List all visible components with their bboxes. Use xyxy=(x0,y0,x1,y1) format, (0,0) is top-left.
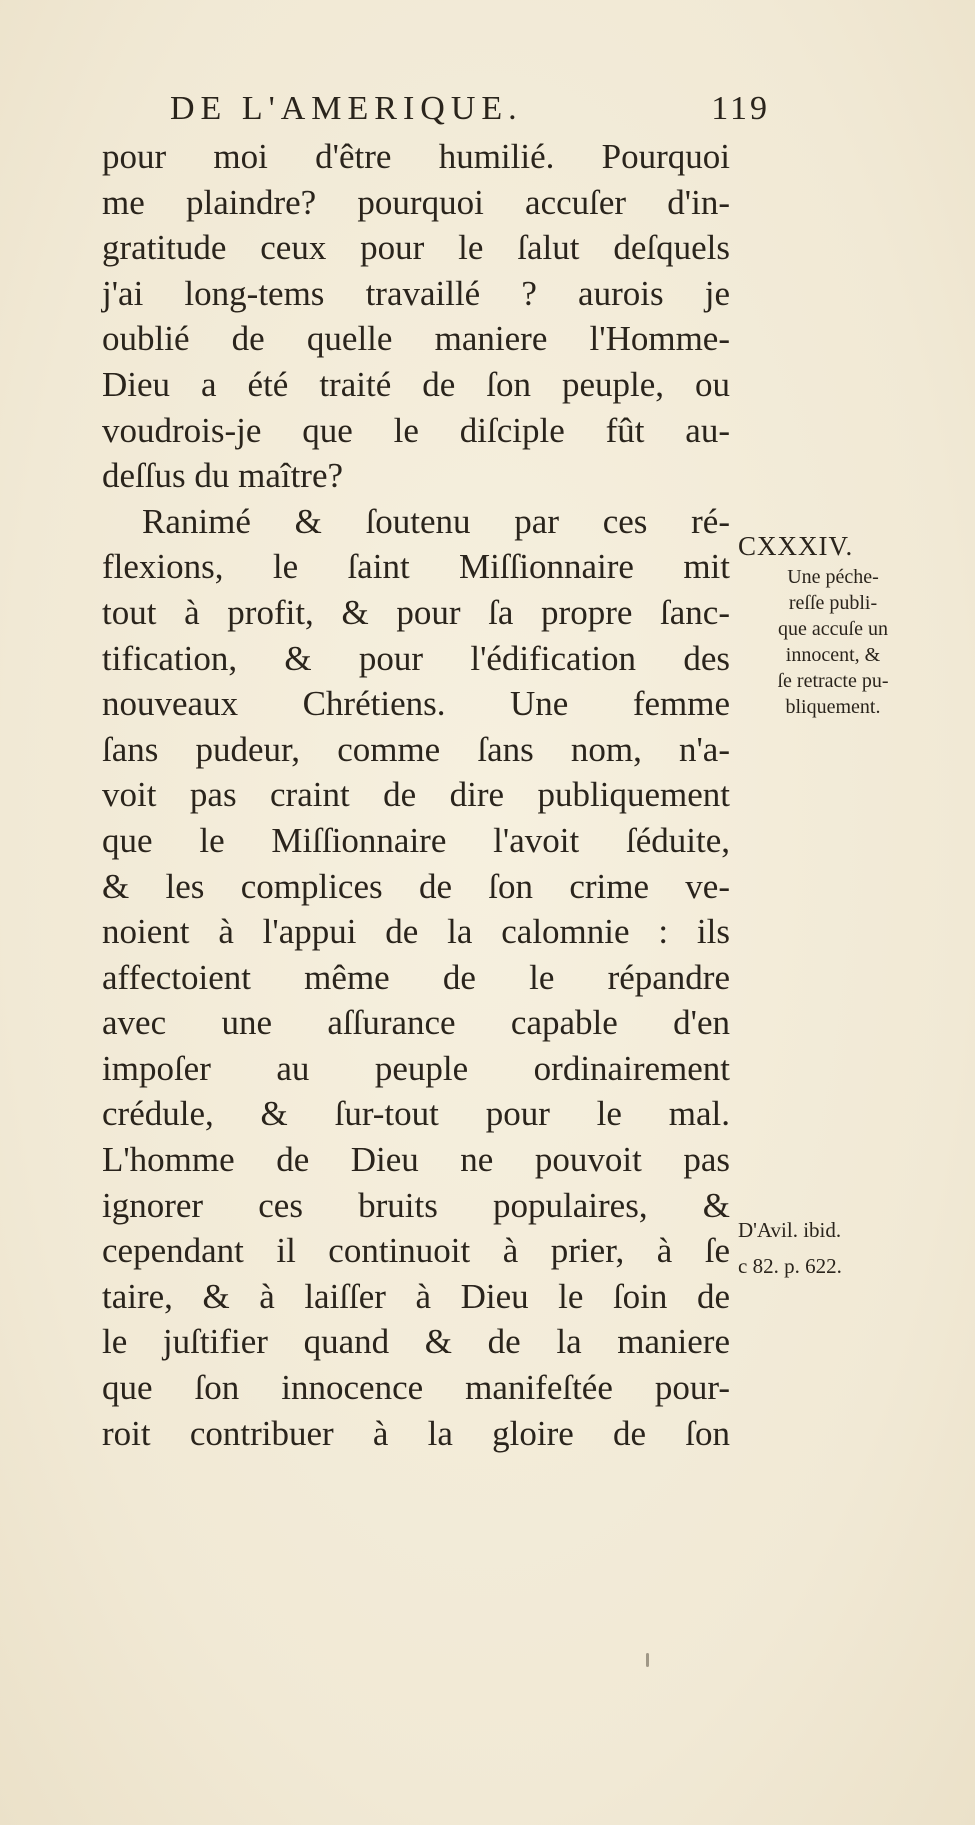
text-line: cependant il continuoit à prier, à ſe xyxy=(102,1231,730,1271)
text-line: que ſon innocence manifeſtée pour- xyxy=(102,1368,730,1408)
text-line: oublié de quelle maniere l'Homme- xyxy=(102,319,730,359)
text-line: avec une aſſurance capable d'en xyxy=(102,1003,730,1043)
reference-note xyxy=(738,1212,938,1284)
text-line: voudrois-je que le diſciple fût au- xyxy=(102,410,730,450)
reference-line: c 82. p. 622. xyxy=(738,1254,842,1278)
text-line: flexions, le ſaint Miſſionnaire mit xyxy=(102,547,730,587)
text-line: ſans pudeur, comme ſans nom, n'a- xyxy=(102,729,730,769)
reference-line: D'Avil. ibid. xyxy=(738,1218,842,1242)
text-line: pour moi d'être humilié. Pourquoi xyxy=(102,137,730,176)
body-text xyxy=(102,134,730,1456)
text-line: affectoient même de le répandre xyxy=(102,957,730,997)
text-line: L'homme de Dieu ne pouvoit pas xyxy=(102,1140,730,1180)
text-line: tout à profit, & pour ſa propre ſanc- xyxy=(102,592,730,632)
margin-note-line: reſſe publi- xyxy=(788,592,878,614)
text-line: me plaindre? pourquoi accuſer d'in- xyxy=(102,182,730,222)
text-line: impoſer au peuple ordinairement xyxy=(102,1048,730,1088)
text-line: noient à l'appui de la calomnie : ils xyxy=(102,912,730,952)
text-line: tification, & pour l'édification des xyxy=(102,638,730,678)
page-header xyxy=(170,84,770,134)
margin-note-line: que accuſe un xyxy=(778,618,888,640)
text-line: nouveaux Chrétiens. Une femme xyxy=(102,684,730,724)
running-head: DE L'AMERIQUE. xyxy=(170,90,523,127)
margin-note-line: innocent, & xyxy=(785,644,881,666)
margin-note-line: Une péche- xyxy=(787,566,879,588)
margin-note xyxy=(738,528,928,720)
page-number: 119 xyxy=(711,90,770,127)
margin-note-line: ſe retracte pu- xyxy=(777,670,889,692)
text-line: roit contribuer à la gloire de ſon xyxy=(102,1413,730,1453)
margin-note-line: bliquement. xyxy=(785,696,881,718)
paper-speck xyxy=(646,1653,649,1667)
text-line: crédule, & ſur-tout pour le mal. xyxy=(102,1094,730,1134)
text-line: que le Miſſionnaire l'avoit ſéduite, xyxy=(102,820,730,860)
text-line: & les complices de ſon crime ve- xyxy=(102,866,730,906)
section-number: CXXXIV. xyxy=(738,531,854,561)
text-line: taire, & à laiſſer à Dieu le ſoin de xyxy=(102,1276,730,1316)
text-line: j'ai long-tems travaillé ? aurois je xyxy=(102,273,730,313)
text-line: Dieu a été traité de ſon peuple, ou xyxy=(102,364,730,404)
text-line: ignorer ces bruits populaires, & xyxy=(102,1185,730,1225)
text-line: voit pas craint de dire publiquement xyxy=(102,775,730,815)
text-line: le juſtifier quand & de la maniere xyxy=(102,1322,730,1362)
text-line: gratitude ceux pour le ſalut deſquels xyxy=(102,228,730,268)
text-line: deſſus du maître? xyxy=(102,456,344,496)
text-line: Ranimé & ſoutenu par ces ré- xyxy=(142,501,730,541)
